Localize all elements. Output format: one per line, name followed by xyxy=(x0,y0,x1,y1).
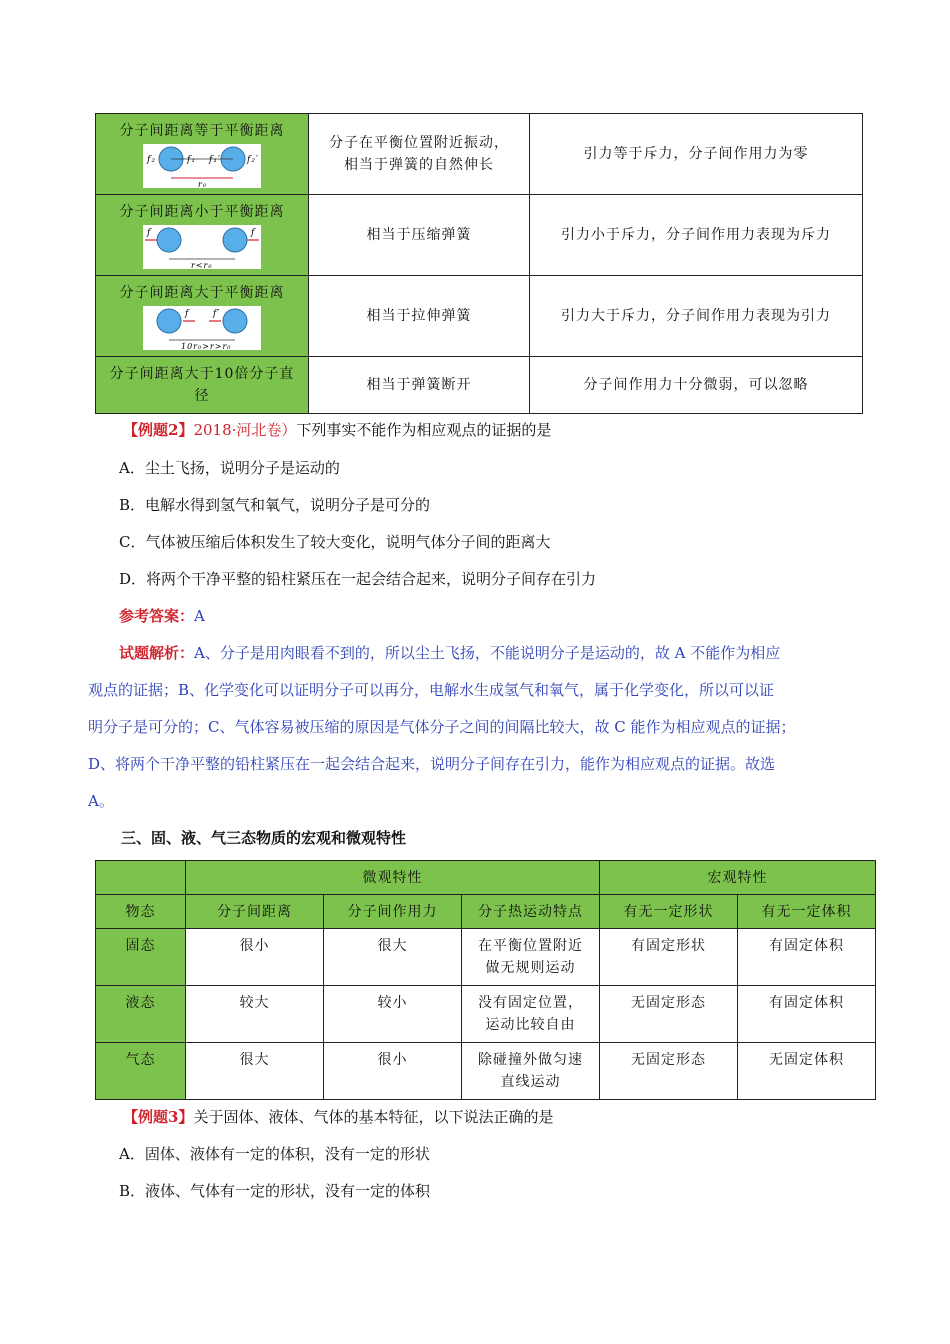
question-text: 关于固体、液体、气体的基本特征，以下说法正确的是 xyxy=(193,1108,554,1126)
example-tag: 【例题2】 xyxy=(123,421,194,439)
force-label: f₂ xyxy=(147,154,156,165)
analysis-label: 试题解析： xyxy=(119,644,195,662)
states-of-matter-table xyxy=(95,860,876,1100)
equilibrium-diagram xyxy=(143,144,261,188)
motion-line: 没有固定位置， xyxy=(478,995,583,1011)
analysis-line xyxy=(119,642,780,664)
motion-line: 做无规则运动 xyxy=(485,960,576,976)
table-row xyxy=(96,929,876,986)
header-cell: 有无一定体积 xyxy=(738,895,876,929)
distance-label: r₀ xyxy=(198,179,208,188)
shape-cell: 无固定形态 xyxy=(600,986,738,1043)
compressed-diagram xyxy=(143,225,261,269)
header-cell: 分子热运动特点 xyxy=(462,895,600,929)
motion-line: 在平衡位置附近 xyxy=(478,938,583,954)
motion-cell xyxy=(462,1043,600,1100)
option-b: B．液体、气体有一定的形状，没有一定的体积 xyxy=(119,1182,431,1200)
condition-cell xyxy=(96,114,309,195)
force-cell: 引力小于斥力，分子间作用力表现为斥力 xyxy=(530,195,863,276)
force-cell: 引力等于斥力，分子间作用力为零 xyxy=(530,114,863,195)
state-cell: 液态 xyxy=(96,986,186,1043)
distance-cell: 较大 xyxy=(186,986,324,1043)
force-label: f′ xyxy=(213,308,221,319)
motion-line: 直线运动 xyxy=(500,1074,561,1090)
motion-cell xyxy=(462,929,600,986)
shape-cell: 有固定形状 xyxy=(600,929,738,986)
analysis-text: A、分子是用肉眼看不到的，所以尘土飞扬，不能说明分子是运动的，故 A 不能作为相应 xyxy=(194,644,781,662)
table-row xyxy=(96,357,863,414)
example-tag: 【例题3】 xyxy=(123,1108,194,1126)
condition-cell xyxy=(96,276,309,357)
analogy-cell: 相当于压缩弹簧 xyxy=(309,195,530,276)
option-a: A．尘土飞扬，说明分子是运动的 xyxy=(119,459,340,477)
state-cell: 固态 xyxy=(96,929,186,986)
condition-text: 分子间距离等于平衡距离 xyxy=(119,122,285,139)
distance-cell: 很小 xyxy=(186,929,324,986)
option-d: D．将两个干净平整的铅柱紧压在一起会结合起来，说明分子间存在引力 xyxy=(119,570,597,588)
table-row xyxy=(96,986,876,1043)
option-a: A．固体、液体有一定的体积，没有一定的形状 xyxy=(119,1145,430,1163)
force-cell: 很大 xyxy=(324,929,462,986)
header-cell xyxy=(96,861,186,895)
header-group-macro: 宏观特性 xyxy=(600,861,876,895)
distance-label: r<r₀ xyxy=(191,260,213,269)
motion-cell xyxy=(462,986,600,1043)
motion-line: 除碰撞外做匀速 xyxy=(478,1052,583,1068)
force-cell: 分子间作用力十分微弱，可以忽略 xyxy=(530,357,863,414)
force-label: f xyxy=(147,227,152,238)
header-cell: 有无一定形状 xyxy=(600,895,738,929)
answer-line xyxy=(119,605,205,627)
analogy-cell: 相当于弹簧断开 xyxy=(309,357,530,414)
force-label: f xyxy=(185,308,190,319)
analysis-line: 观点的证据；B、化学变化可以证明分子可以再分，电解水生成氢气和氧气，属于化学变化，所以可以证 xyxy=(88,681,775,699)
force-label: f₂′ xyxy=(247,154,259,165)
volume-cell: 无固定体积 xyxy=(738,1043,876,1100)
table-row xyxy=(96,114,863,195)
distance-cell: 很大 xyxy=(186,1043,324,1100)
condition-cell xyxy=(96,357,309,414)
distance-label: 10r₀>r>r₀ xyxy=(181,341,232,350)
question-text: 下列事实不能作为相应观点的证据的是 xyxy=(296,421,552,439)
volume-cell: 有固定体积 xyxy=(738,986,876,1043)
stretched-diagram xyxy=(143,306,261,350)
analysis-line: D、将两个干净平整的铅柱紧压在一起会结合起来，说明分子间存在引力，能作为相应观点的证据。故选 xyxy=(88,755,776,773)
header-cell: 物态 xyxy=(96,895,186,929)
answer-value: A xyxy=(194,607,205,625)
volume-cell: 有固定体积 xyxy=(738,929,876,986)
example2-question xyxy=(123,419,551,441)
analysis-line: 明分子是可分的；C、气体容易被压缩的原因是气体分子之间的间隔比较大，故 C 能作为相应观点的证据； xyxy=(88,718,796,736)
option-c: C．气体被压缩后体积发生了较大变化，说明气体分子间的距离大 xyxy=(119,533,551,551)
molecule-icon xyxy=(157,309,181,333)
header-cell: 分子间距离 xyxy=(186,895,324,929)
condition-cell xyxy=(96,195,309,276)
condition-text: 分子间距离大于平衡距离 xyxy=(119,284,285,301)
molecular-force-table xyxy=(95,113,863,414)
force-cell: 很小 xyxy=(324,1043,462,1100)
force-label: f xyxy=(251,227,256,238)
table-header-row xyxy=(96,861,876,895)
molecule-icon xyxy=(157,228,181,252)
analysis-line: A。 xyxy=(88,792,114,810)
section-heading: 三、固、液、气三态物质的宏观和微观特性 xyxy=(121,829,407,847)
example3-question xyxy=(123,1106,553,1128)
analogy-cell: 相当于拉伸弹簧 xyxy=(309,276,530,357)
state-cell: 气态 xyxy=(96,1043,186,1100)
condition-text: 分子间距离小于平衡距离 xyxy=(119,203,285,220)
force-label: f₁′ xyxy=(209,154,221,165)
force-label: f₁ xyxy=(187,154,196,165)
force-cell: 较小 xyxy=(324,986,462,1043)
molecule-icon xyxy=(223,309,247,333)
analogy-text: 分子在平衡位置附近振动，相当于弹簧的自然伸长 xyxy=(329,135,509,173)
force-cell: 引力大于斥力，分子间作用力表现为引力 xyxy=(530,276,863,357)
header-group-micro: 微观特性 xyxy=(186,861,600,895)
shape-cell: 无固定形态 xyxy=(600,1043,738,1100)
table-row xyxy=(96,276,863,357)
table-row xyxy=(96,195,863,276)
table-row xyxy=(96,1043,876,1100)
example-source: 2018·河北卷） xyxy=(193,421,297,439)
molecule-icon xyxy=(223,228,247,252)
condition-text: 分子间距离大于10倍分子直径 xyxy=(109,366,295,404)
header-cell: 分子间作用力 xyxy=(324,895,462,929)
answer-label: 参考答案： xyxy=(119,607,195,625)
table-header-row xyxy=(96,895,876,929)
option-b: B．电解水得到氢气和氧气，说明分子是可分的 xyxy=(119,496,431,514)
analogy-cell xyxy=(309,114,530,195)
motion-line: 运动比较自由 xyxy=(485,1017,576,1033)
